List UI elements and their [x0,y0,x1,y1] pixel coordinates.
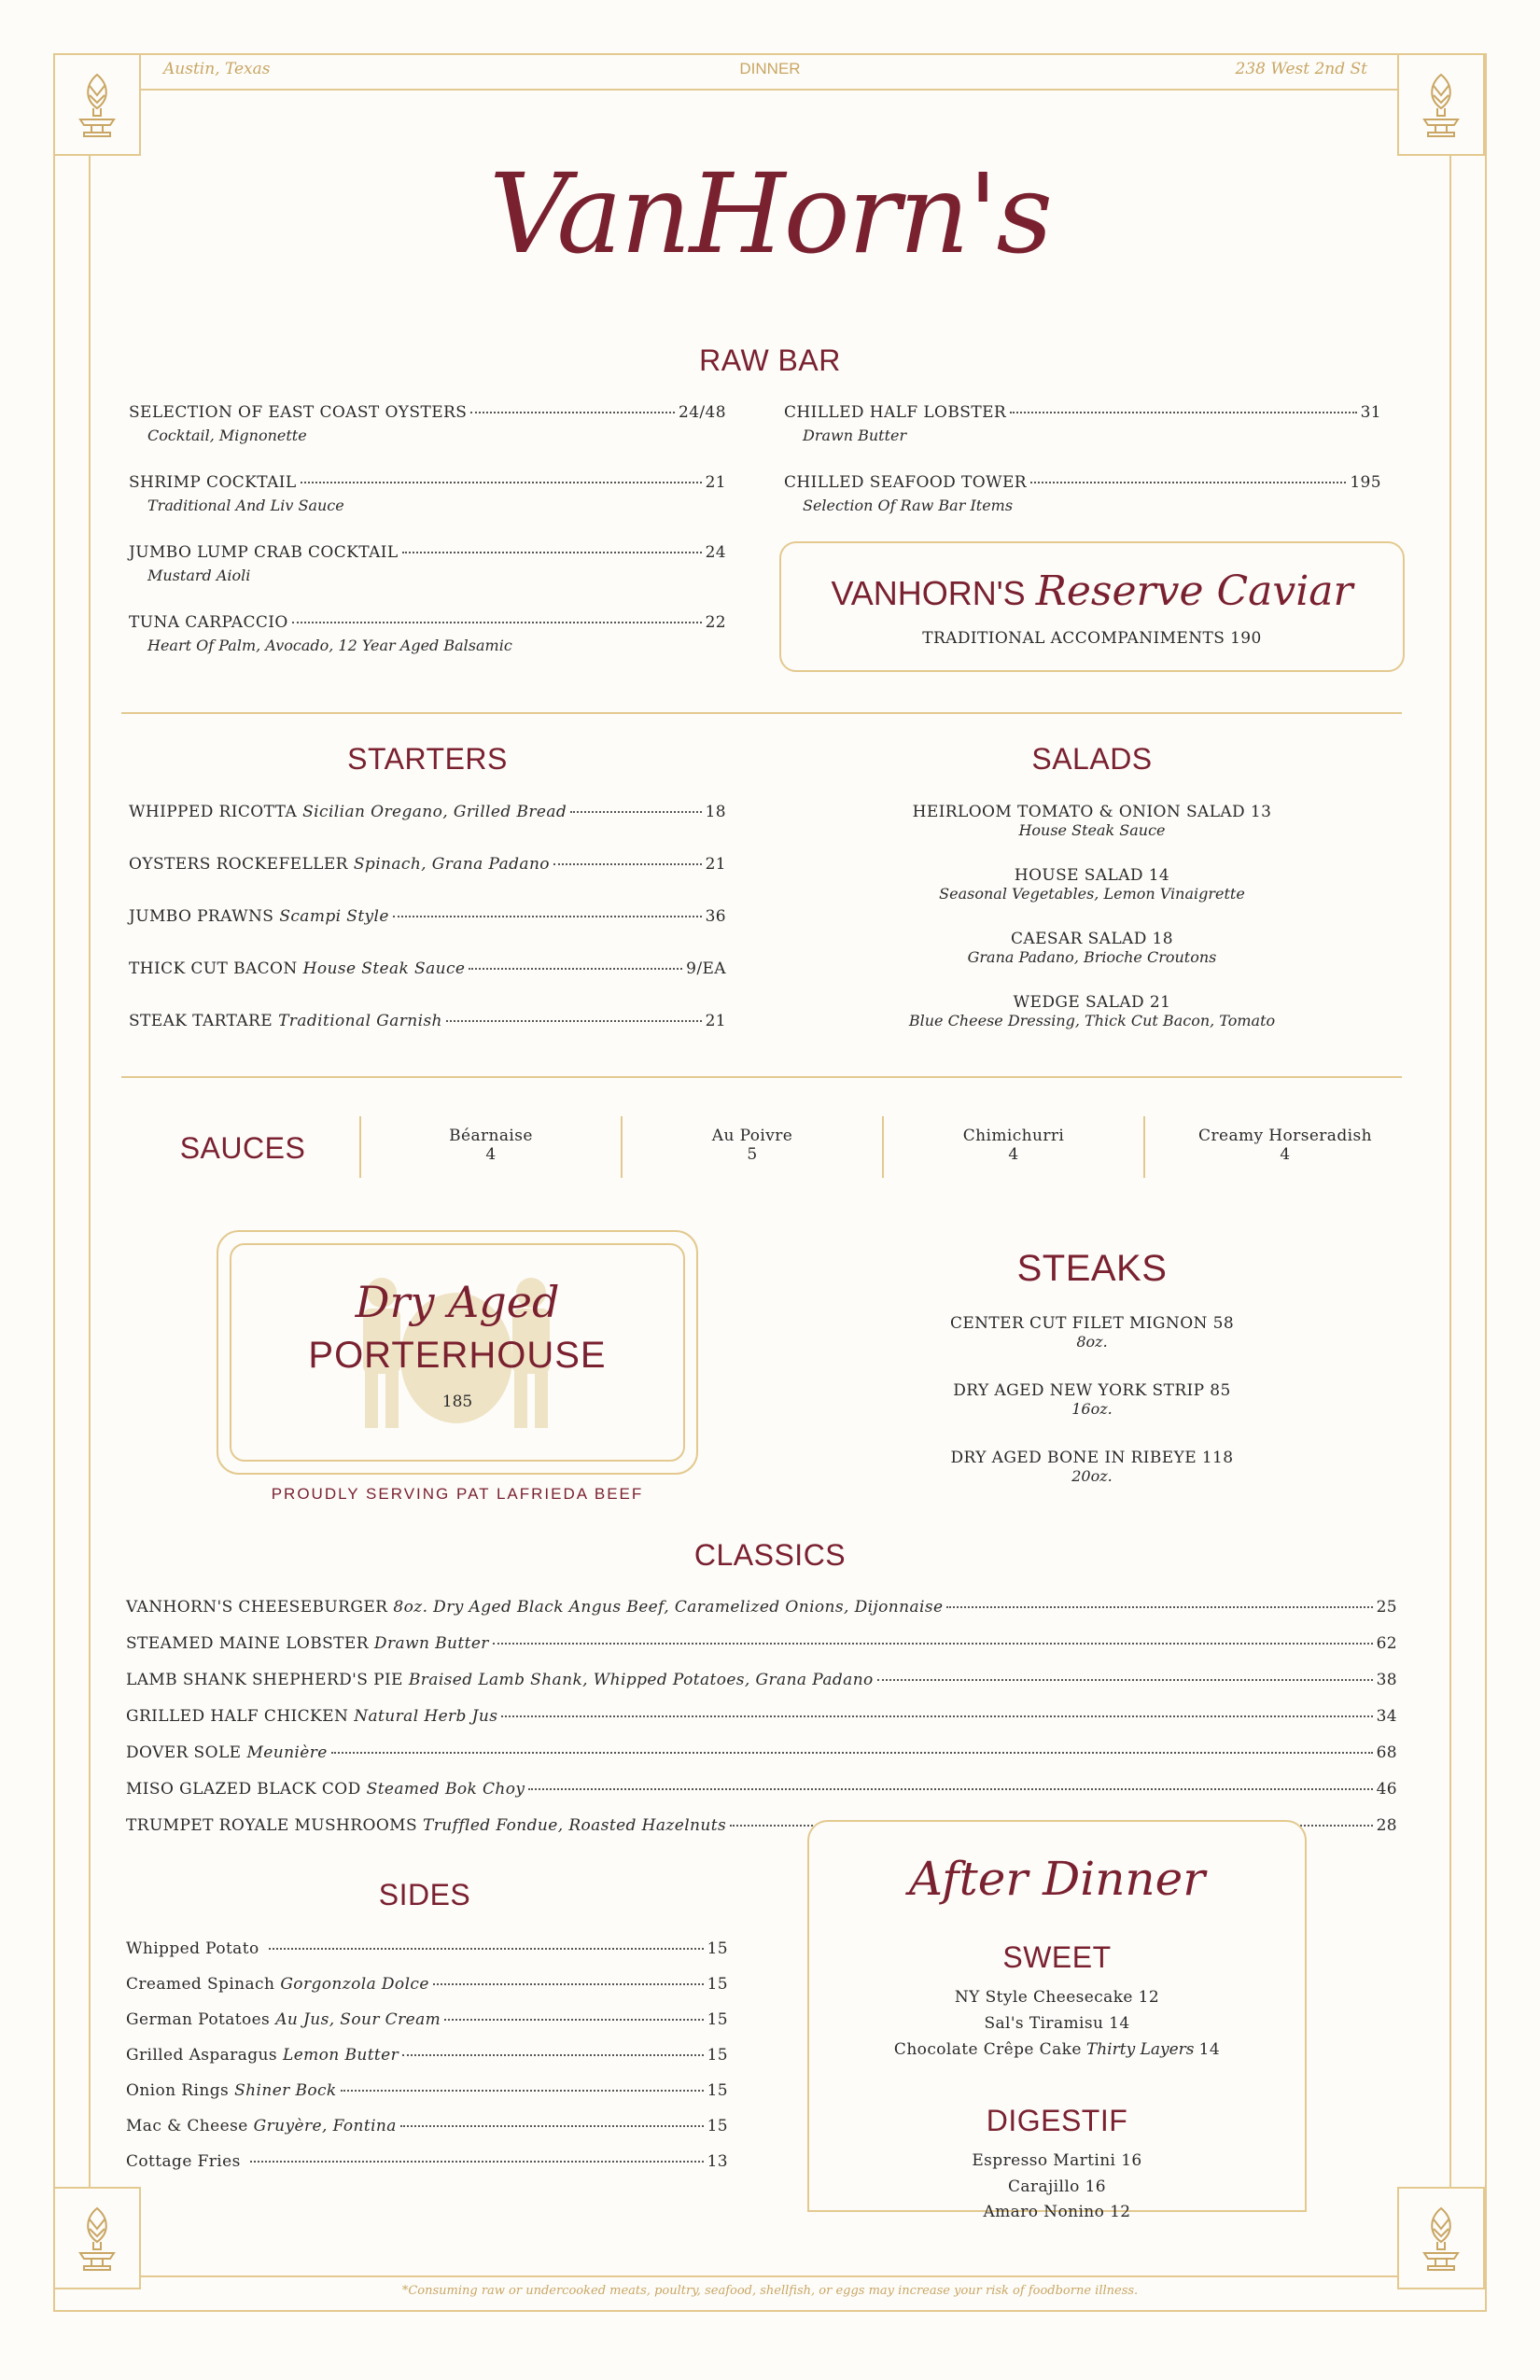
sauces-title: SAUCES [179,1131,306,1165]
sauce-item: Creamy Horseradish 4 [1198,1127,1372,1164]
menu-item: Cottage Fries 13 [126,2152,728,2171]
steak-item: CENTER CUT FILET MIGNON 58 8oz. [949,1314,1235,1351]
porterhouse-tagline: PROUDLY SERVING PAT LAFRIEDA BEEF [271,1485,644,1503]
digestif-item: Carajillo 16 [1007,2177,1107,2196]
artichoke-fountain-icon [1397,2187,1485,2289]
divider [121,1076,1402,1078]
artichoke-fountain-icon [53,2187,141,2289]
location-text: Austin, Texas [163,60,271,78]
menu-item: MISO GLAZED BLACK COD Steamed Bok Choy 46 [126,1780,1397,1799]
steak-item: DRY AGED NEW YORK STRIP 85 16oz. [953,1381,1231,1418]
menu-item: German Potatoes Au Jus, Sour Cream 15 [126,2010,728,2029]
caviar-panel [779,541,1405,672]
menu-item: Creamed Spinach Gorgonzola Dolce 15 [126,1975,728,1994]
salads-title: SALADS [1031,742,1153,776]
dessert-item: Sal's Tiramisu 14 [984,2014,1130,2033]
porterhouse-script: Dry Aged [355,1277,560,1327]
menu-item: GRILLED HALF CHICKEN Natural Herb Jus 34 [126,1707,1397,1726]
after-dinner-title: After Dinner [908,1852,1206,1906]
porterhouse-price: 185 [441,1393,473,1411]
menu-item: LAMB SHANK SHEPHERD'S PIE Braised Lamb Shank, Whipped Potatoes, Grana Padano 38 [126,1671,1397,1689]
menu-item: TUNA CARPACCIO 22 [129,613,726,632]
after-dinner-panel [807,1820,1307,2212]
item-description: Drawn Butter [803,427,907,444]
item-description: Heart Of Palm, Avocado, 12 Year Aged Balsamic [147,637,512,654]
classics-title: CLASSICS [693,1538,847,1572]
steaks-title: STEAKS [1016,1248,1168,1289]
menu-item: OYSTERS ROCKEFELLER Spinach, Grana Padano 21 [129,855,726,874]
health-disclaimer: *Consuming raw or undercooked meats, poultry, seafood, shellfish, or eggs may increase your risk of foodborne illness. [401,2284,1139,2298]
salad-item: CAESAR SALAD 18 Grana Padano, Brioche Croutons [967,930,1217,966]
porterhouse-title: PORTERHOUSE [308,1335,607,1376]
sauce-item: Béarnaise 4 [449,1127,533,1164]
menu-item: CHILLED HALF LOBSTER 31 [784,403,1381,422]
item-description: Selection Of Raw Bar Items [803,497,1014,514]
menu-item: SELECTION OF EAST COAST OYSTERS 24/48 [129,403,726,422]
restaurant-logo: VanHorn's [488,149,1052,278]
menu-item: SHRIMP COCKTAIL 21 [129,473,726,492]
salad-item: HEIRLOOM TOMATO & ONION SALAD 13 House Steak Sauce [912,803,1272,839]
item-description: Cocktail, Mignonette [147,427,307,444]
digestif-item: Amaro Nonino 12 [983,2203,1131,2221]
digestif-title: DIGESTIF [986,2104,1128,2137]
menu-item: TRUMPET ROYALE MUSHROOMS Truffled Fondue, Roasted Hazelnuts 28 [126,1816,1397,1835]
sauce-item: Au Poivre 5 [711,1127,793,1164]
menu-item: Mac & Cheese Gruyère, Fontina 15 [126,2117,728,2135]
caviar-title-brand: VANHORN'S [831,574,1026,612]
dessert-item: NY Style Cheesecake 12 [954,1988,1160,2007]
menu-item: VANHORN'S CHEESEBURGER 8oz. Dry Aged Black Angus Beef, Caramelized Onions, Dijonnaise 25 [126,1598,1397,1617]
salad-item: WEDGE SALAD 21 Blue Cheese Dressing, Thick Cut Bacon, Tomato [908,993,1276,1029]
menu-item: STEAMED MAINE LOBSTER Drawn Butter 62 [126,1634,1397,1653]
digestif-item: Espresso Martini 16 [972,2151,1142,2170]
raw-bar-title: RAW BAR [699,343,841,377]
menu-item: CHILLED SEAFOOD TOWER 195 [784,473,1381,492]
sides-title: SIDES [378,1878,471,1911]
menu-item: JUMBO LUMP CRAB COCKTAIL 24 [129,543,726,562]
menu-item: STEAK TARTARE Traditional Garnish 21 [129,1012,726,1030]
starters-title: STARTERS [347,742,508,776]
caviar-price-line: TRADITIONAL ACCOMPANIMENTS 190 [922,629,1262,648]
dessert-item: Chocolate Crêpe Cake Thirty Layers 14 [893,2040,1221,2059]
caviar-title-script: Reserve Caviar [1035,567,1353,615]
steak-item: DRY AGED BONE IN RIBEYE 118 20oz. [950,1449,1234,1485]
menu-item: THICK CUT BACON House Steak Sauce 9/EA [129,959,726,978]
item-description: Traditional And Liv Sauce [147,497,344,514]
sauce-item: Chimichurri 4 [962,1127,1065,1164]
salad-item: HOUSE SALAD 14 Seasonal Vegetables, Lemon Vinaigrette [939,866,1245,903]
menu-item: Whipped Potato 15 [126,1939,728,1958]
item-description: Mustard Aioli [147,567,251,584]
address-text: 238 West 2nd St [1235,60,1367,78]
menu-item: Onion Rings Shiner Bock 15 [126,2081,728,2100]
porterhouse-panel [217,1230,698,1475]
menu-item: DOVER SOLE Meunière 68 [126,1743,1397,1762]
meal-label: DINNER [739,60,801,77]
menu-item: WHIPPED RICOTTA Sicilian Oregano, Grilled Bread 18 [129,803,726,821]
menu-item: Grilled Asparagus Lemon Butter 15 [126,2046,728,2065]
sweet-title: SWEET [1002,1940,1112,1974]
menu-item: JUMBO PRAWNS Scampi Style 36 [129,907,726,926]
divider [121,712,1402,714]
